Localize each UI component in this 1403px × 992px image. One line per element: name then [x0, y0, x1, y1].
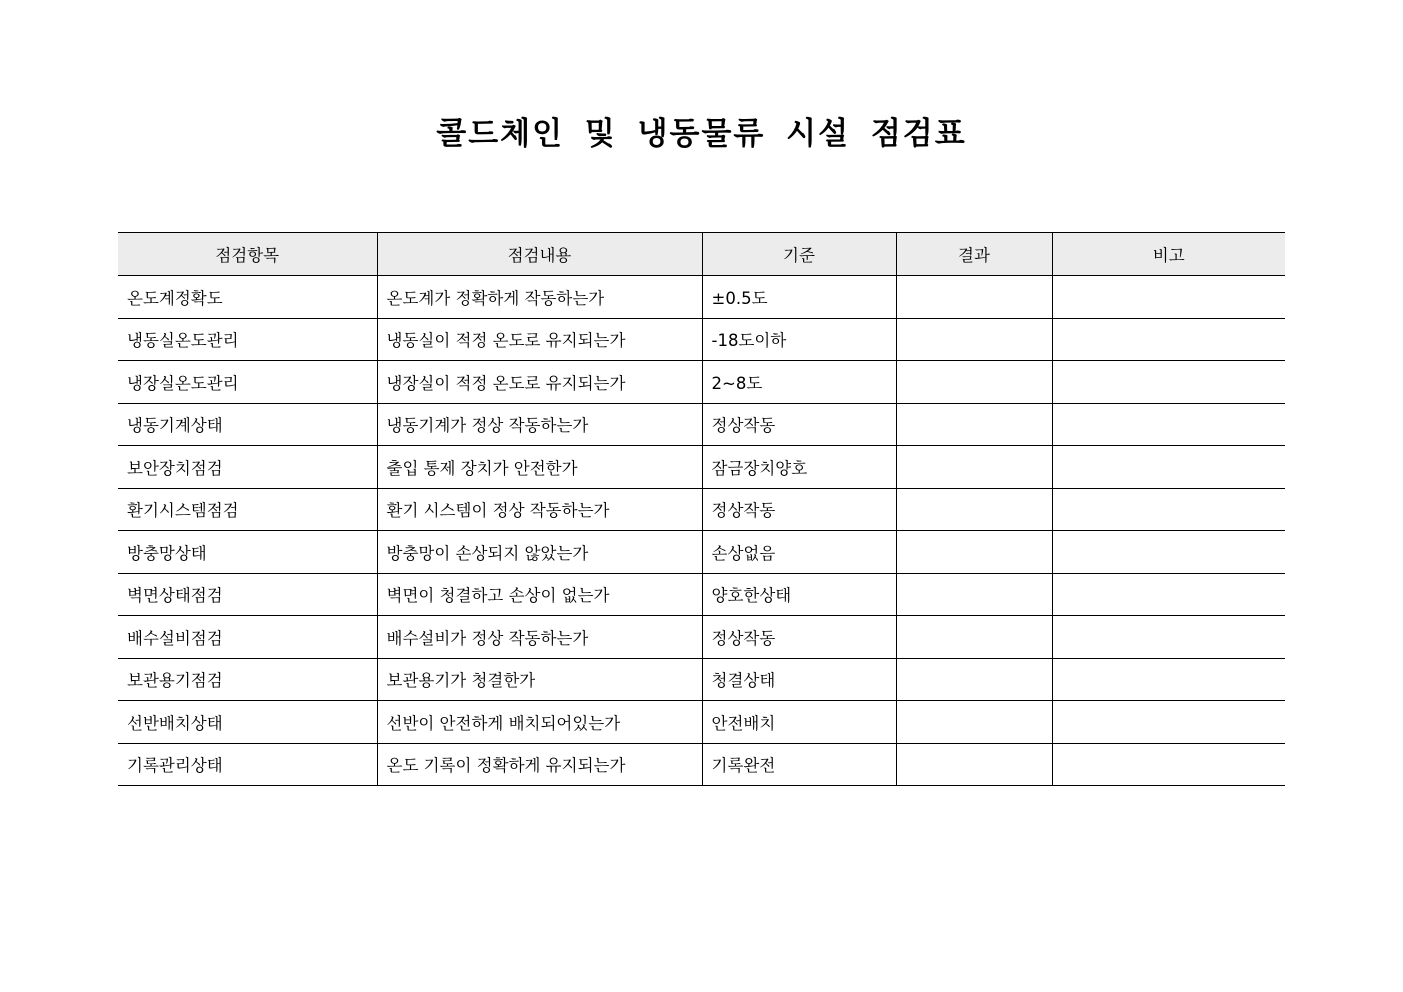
table-row	[118, 531, 1285, 574]
cell-note	[1052, 361, 1285, 404]
table-row	[118, 446, 1285, 489]
table-row	[118, 701, 1285, 744]
cell-result	[896, 403, 1052, 446]
cell-inspection-content: 배수설비가 정상 작동하는가	[377, 616, 702, 659]
cell-standard: -18도이하	[702, 318, 896, 361]
table-row	[118, 616, 1285, 659]
table-header-row	[118, 233, 1285, 276]
cell-note	[1052, 531, 1285, 574]
cell-inspection-content: 냉동기계가 정상 작동하는가	[377, 403, 702, 446]
header-inspection-item: 점검항목	[118, 233, 377, 276]
cell-inspection-item: 냉동기계상태	[118, 403, 377, 446]
table-row	[118, 276, 1285, 319]
cell-result	[896, 276, 1052, 319]
cell-inspection-item: 냉동실온도관리	[118, 318, 377, 361]
cell-standard: 정상작동	[702, 403, 896, 446]
cell-standard: 기록완전	[702, 743, 896, 786]
cell-inspection-item: 환기시스템점검	[118, 488, 377, 531]
cell-result	[896, 446, 1052, 489]
cell-note	[1052, 573, 1285, 616]
cell-result	[896, 573, 1052, 616]
cell-standard: 양호한상태	[702, 573, 896, 616]
cell-result	[896, 488, 1052, 531]
cell-note	[1052, 276, 1285, 319]
cell-inspection-content: 선반이 안전하게 배치되어있는가	[377, 701, 702, 744]
cell-note	[1052, 446, 1285, 489]
header-standard: 기준	[702, 233, 896, 276]
header-result: 결과	[896, 233, 1052, 276]
cell-result	[896, 318, 1052, 361]
cell-note	[1052, 318, 1285, 361]
cell-note	[1052, 616, 1285, 659]
cell-inspection-content: 냉동실이 적정 온도로 유지되는가	[377, 318, 702, 361]
cell-inspection-content: 방충망이 손상되지 않았는가	[377, 531, 702, 574]
cell-inspection-item: 방충망상태	[118, 531, 377, 574]
cell-standard: 정상작동	[702, 488, 896, 531]
header-inspection-content: 점검내용	[377, 233, 702, 276]
header-note: 비고	[1052, 233, 1285, 276]
cell-result	[896, 616, 1052, 659]
cell-inspection-item: 배수설비점검	[118, 616, 377, 659]
table-body	[118, 276, 1285, 786]
cell-standard: 청결상태	[702, 658, 896, 701]
cell-result	[896, 658, 1052, 701]
table-row	[118, 658, 1285, 701]
cell-inspection-content: 냉장실이 적정 온도로 유지되는가	[377, 361, 702, 404]
cell-inspection-item: 기록관리상태	[118, 743, 377, 786]
cell-note	[1052, 701, 1285, 744]
cell-standard: 안전배치	[702, 701, 896, 744]
cell-standard: 손상없음	[702, 531, 896, 574]
cell-standard: ±0.5도	[702, 276, 896, 319]
cell-inspection-item: 냉장실온도관리	[118, 361, 377, 404]
cell-inspection-item: 벽면상태점검	[118, 573, 377, 616]
cell-inspection-content: 출입 통제 장치가 안전한가	[377, 446, 702, 489]
table-row	[118, 318, 1285, 361]
cell-note	[1052, 658, 1285, 701]
table-row	[118, 488, 1285, 531]
cell-standard: 정상작동	[702, 616, 896, 659]
page-title: 콜드체인 및 냉동물류 시설 점검표	[436, 116, 967, 152]
cell-inspection-content: 보관용기가 청결한가	[377, 658, 702, 701]
cell-inspection-content: 온도계가 정확하게 작동하는가	[377, 276, 702, 319]
inspection-table	[118, 232, 1285, 786]
table-row	[118, 743, 1285, 786]
cell-result	[896, 743, 1052, 786]
cell-inspection-item: 온도계정확도	[118, 276, 377, 319]
cell-inspection-content: 벽면이 청결하고 손상이 없는가	[377, 573, 702, 616]
cell-note	[1052, 743, 1285, 786]
cell-result	[896, 701, 1052, 744]
cell-inspection-item: 보안장치점검	[118, 446, 377, 489]
cell-standard: 2~8도	[702, 361, 896, 404]
cell-note	[1052, 488, 1285, 531]
cell-standard: 잠금장치양호	[702, 446, 896, 489]
cell-result	[896, 361, 1052, 404]
cell-inspection-content: 환기 시스템이 정상 작동하는가	[377, 488, 702, 531]
cell-result	[896, 531, 1052, 574]
cell-inspection-item: 선반배치상태	[118, 701, 377, 744]
table-row	[118, 573, 1285, 616]
cell-inspection-item: 보관용기점검	[118, 658, 377, 701]
cell-note	[1052, 403, 1285, 446]
table-row	[118, 403, 1285, 446]
cell-inspection-content: 온도 기록이 정확하게 유지되는가	[377, 743, 702, 786]
table-row	[118, 361, 1285, 404]
